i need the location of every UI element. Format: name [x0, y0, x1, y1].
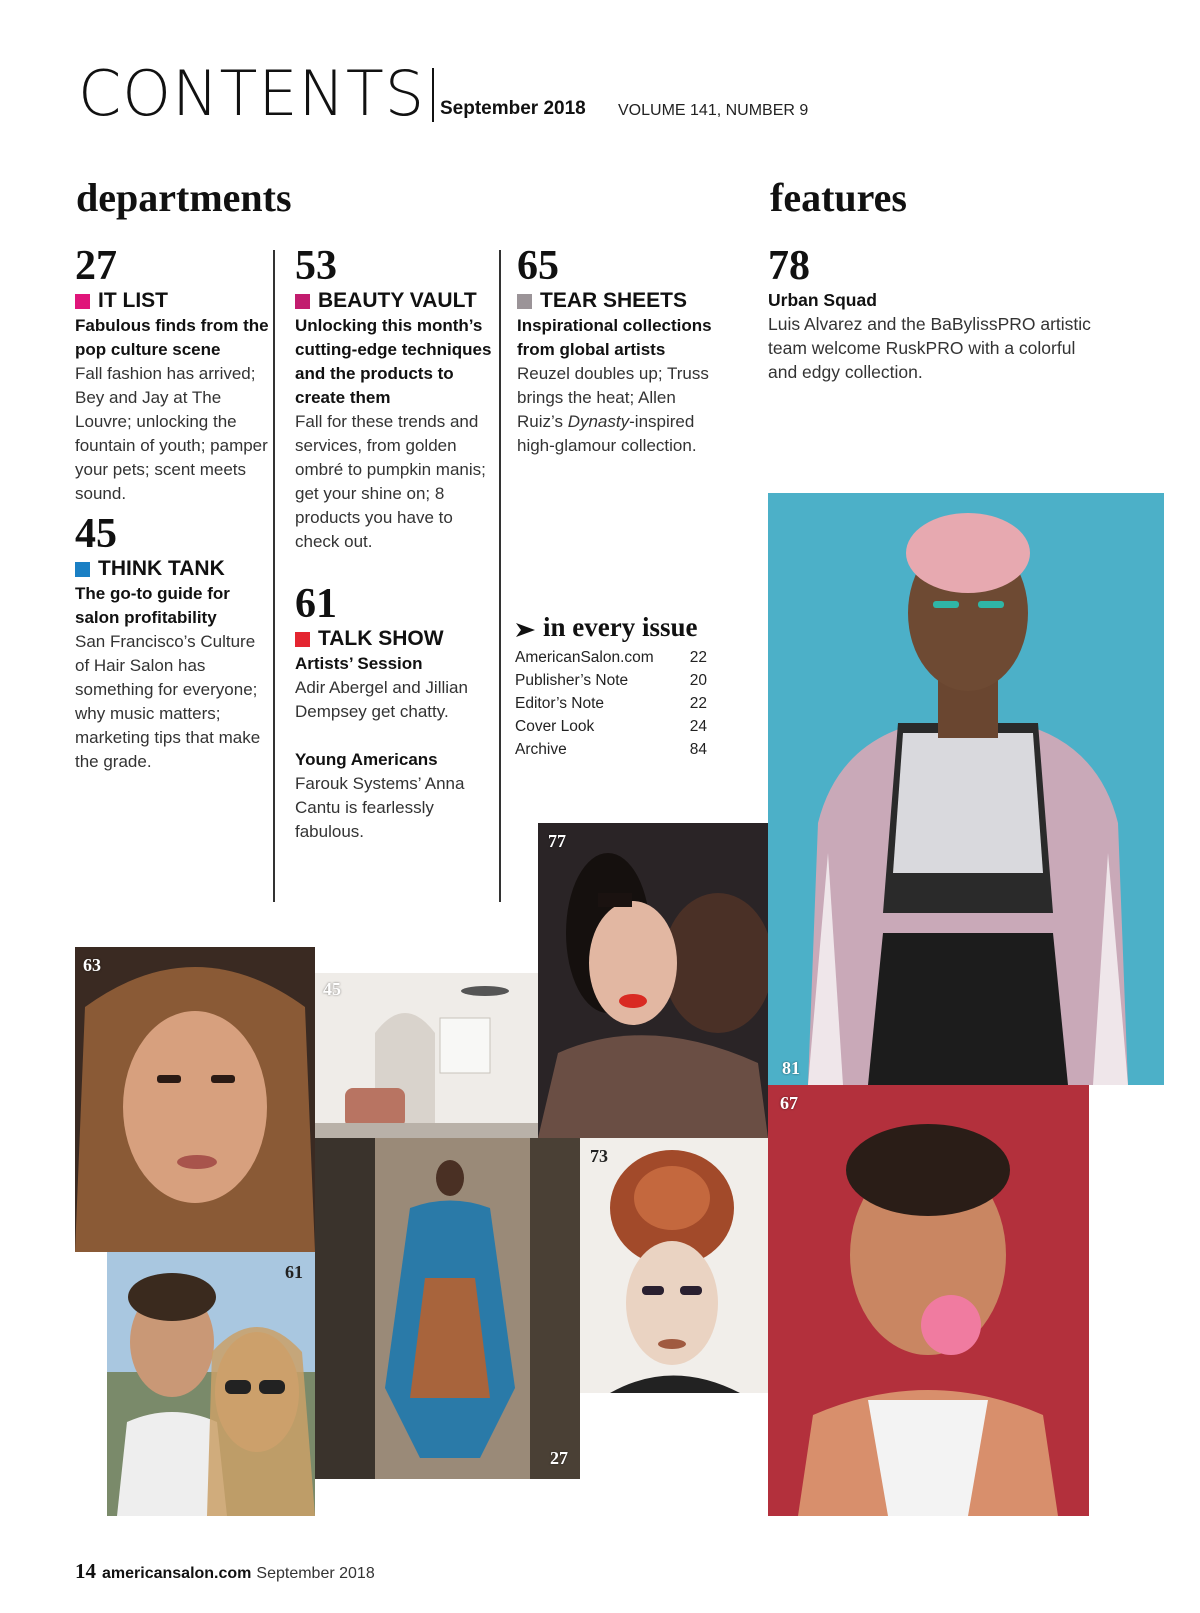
portrait-illustration	[538, 823, 768, 1138]
issue-volume: VOLUME 141, NUMBER 9	[618, 102, 809, 119]
portrait-illustration	[107, 1252, 315, 1516]
feature-entry-urban-squad[interactable]	[768, 244, 1098, 384]
dept-title: THINK TANK	[75, 556, 270, 582]
interior-illustration	[315, 973, 538, 1138]
masthead-divider	[432, 68, 434, 122]
photo-page-45[interactable]	[315, 973, 538, 1138]
list-item[interactable]: Archive 84	[515, 741, 707, 758]
list-item[interactable]: AmericanSalon.com 22	[515, 649, 707, 666]
column-divider	[273, 250, 275, 902]
list-item[interactable]: Publisher’s Note 20	[515, 672, 707, 689]
photo-page-63[interactable]	[75, 947, 315, 1252]
photo-page-label: 73	[590, 1146, 608, 1166]
features-heading: features	[770, 175, 907, 220]
dept-page-number: 65	[517, 243, 559, 289]
dept-description: Adir Abergel and Jillian Dempsey get chatty.	[295, 678, 468, 721]
photo-page-label: 81	[782, 1058, 800, 1078]
dept-entry-think-tank[interactable]	[75, 512, 270, 774]
page-footer	[75, 1559, 375, 1584]
photo-page-label: 45	[323, 979, 341, 999]
feature-photo-urban-squad[interactable]	[768, 493, 1164, 1085]
dept-subtitle-young-americans: Young Americans	[295, 750, 438, 769]
footer-site-link[interactable]: americansalon.com	[102, 1565, 252, 1582]
dept-subtitle: Artists’ Session	[295, 654, 423, 673]
photo-page-label: 67	[780, 1093, 798, 1113]
photo-page-label: 77	[548, 831, 566, 851]
dept-entry-beauty-vault[interactable]	[295, 244, 495, 554]
dept-entry-it-list[interactable]	[75, 244, 270, 506]
dept-page-number: 45	[75, 511, 117, 557]
dept-entry-tear-sheets[interactable]	[517, 244, 717, 458]
dept-column-1	[75, 244, 270, 774]
dept-title: TEAR SHEETS	[517, 288, 717, 314]
dept-page-number: 27	[75, 243, 117, 289]
red-square-icon	[295, 632, 310, 647]
feature-description: Luis Alvarez and the BaBylissPRO artistic team welcome RuskPRO with a colorful and edgy collection.	[768, 314, 1091, 382]
dept-description-young-americans: Farouk Systems’ Anna Cantu is fearlessly fabulous.	[295, 774, 465, 841]
portrait-illustration	[75, 947, 315, 1252]
photo-page-67[interactable]	[768, 1085, 1089, 1516]
in-every-issue-heading: in every issue	[515, 612, 698, 643]
dept-column-3	[517, 244, 717, 458]
portrait-illustration	[768, 493, 1164, 1085]
dept-page-number: 61	[295, 581, 337, 627]
column-divider	[499, 250, 501, 902]
photo-page-27[interactable]	[315, 1138, 580, 1479]
dept-subtitle: Inspirational collections from global artists	[517, 316, 712, 359]
list-item[interactable]: Editor’s Note 22	[515, 695, 707, 712]
footer-page-number: 14	[75, 1559, 96, 1583]
runway-illustration	[315, 1138, 580, 1479]
photo-page-label: 27	[550, 1448, 568, 1468]
dept-title: TALK SHOW	[295, 626, 495, 652]
portrait-illustration	[768, 1085, 1089, 1516]
dept-title: IT LIST	[75, 288, 270, 314]
photo-page-61[interactable]	[107, 1252, 315, 1516]
dept-page-number: 53	[295, 243, 337, 289]
dept-description: San Francisco’s Culture of Hair Salon has something for everyone; why music matters; marketing tips that make the grade.	[75, 632, 261, 771]
photo-page-label: 61	[285, 1262, 303, 1282]
photo-page-77[interactable]	[538, 823, 768, 1138]
portrait-illustration	[580, 1138, 768, 1393]
dept-description: Reuzel doubles up; Truss brings the heat; Allen Ruiz’s Dynasty-inspired high-glamour collection.	[517, 364, 709, 455]
departments-heading: departments	[76, 175, 292, 220]
photo-page-label: 63	[83, 955, 101, 975]
dept-subtitle: Fabulous finds from the pop culture scene	[75, 316, 269, 359]
feature-title: Urban Squad	[768, 290, 877, 310]
magenta-square-icon	[295, 294, 310, 309]
dept-description: Fall fashion has arrived; Bey and Jay at The Louvre; unlocking the fountain of youth; pamper your pets; scent meets sound.	[75, 364, 268, 503]
dept-title: BEAUTY VAULT	[295, 288, 495, 314]
contents-title: CONTENTS	[78, 57, 426, 130]
dept-description: Fall for these trends and services, from golden ombré to pumpkin manis; get your shine on; 8 products you have to check out.	[295, 412, 486, 551]
list-item[interactable]: Cover Look 24	[515, 718, 707, 735]
in-every-issue-list	[515, 646, 707, 761]
feature-page-number: 78	[768, 243, 810, 289]
dept-subtitle: The go-to guide for salon profitability	[75, 584, 230, 627]
dept-subtitle: Unlocking this month’s cutting-edge techniques and the products to create them	[295, 316, 492, 407]
gray-square-icon	[517, 294, 532, 309]
footer-date: September 2018	[256, 1565, 375, 1582]
blue-square-icon	[75, 562, 90, 577]
pink-square-icon	[75, 294, 90, 309]
issue-date: September 2018	[440, 98, 586, 119]
arrow-right-icon	[515, 621, 537, 639]
dept-column-2	[295, 244, 495, 844]
photo-page-73[interactable]	[580, 1138, 768, 1393]
dept-entry-talk-show[interactable]	[295, 582, 495, 844]
